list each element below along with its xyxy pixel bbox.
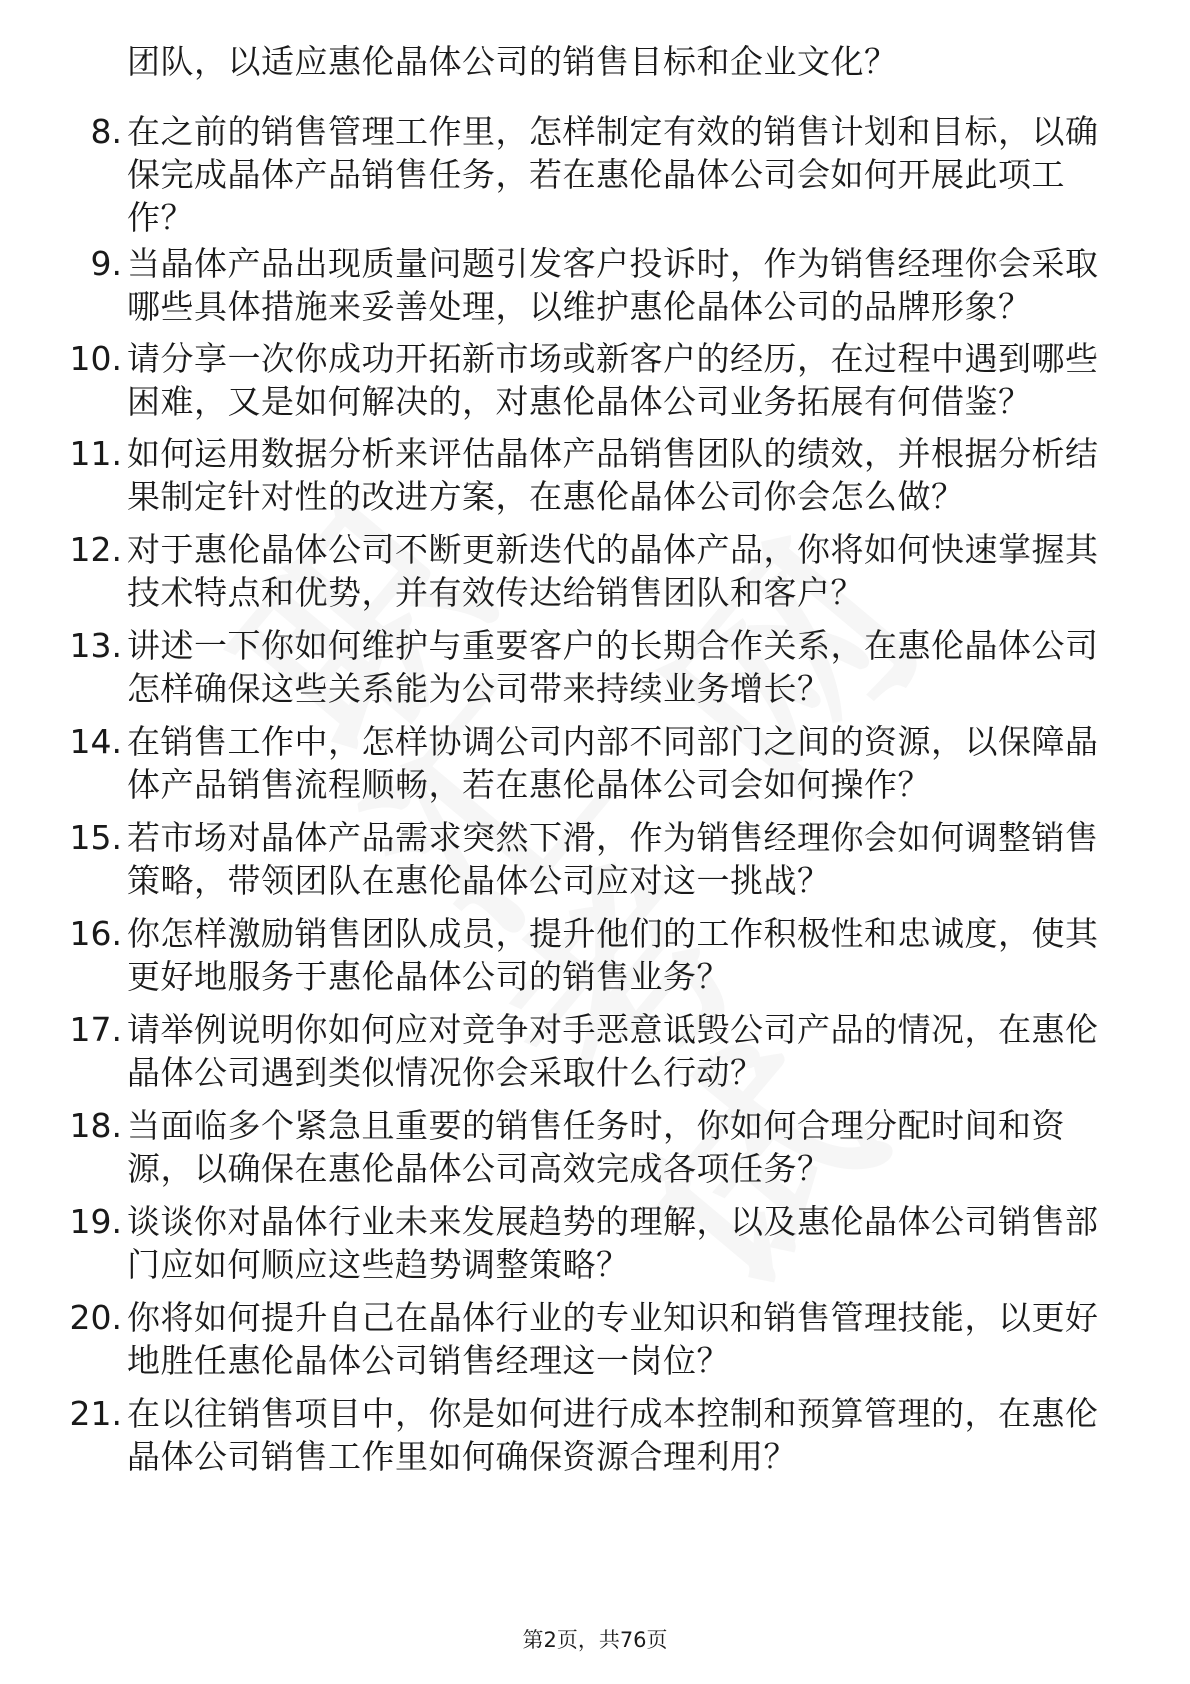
question-number: 11. [69, 434, 122, 473]
question-text: 在销售工作中，怎样协调公司内部不同部门之间的资源，以保障晶体产品销售流程顺畅，若在惠伦晶体公司会如何操作？ [127, 722, 1099, 804]
question-text: 谈谈你对晶体行业未来发展趋势的理解，以及惠伦晶体公司销售部门应如何顺应这些趋势调整策略？ [127, 1202, 1099, 1284]
list-item [0, 110, 1190, 237]
question-text: 你将如何提升自己在晶体行业的专业知识和销售管理技能，以更好地胜任惠伦晶体公司销售经理这一岗位？ [127, 1298, 1099, 1380]
list-item [0, 337, 1190, 427]
list-item [0, 1008, 1190, 1098]
question-text: 在之前的销售管理工作里，怎样制定有效的销售计划和目标，以确保完成晶体产品销售任务，若在惠伦晶体公司会如何开展此项工作？ [127, 112, 1099, 237]
list-item [0, 432, 1190, 522]
question-text: 若市场对晶体产品需求突然下滑，作为销售经理你会如何调整销售策略，带领团队在惠伦晶体公司应对这一挑战？ [127, 818, 1099, 900]
question-number: 8. [90, 112, 122, 151]
question-number: 14. [69, 722, 122, 761]
question-number: 10. [69, 339, 122, 378]
question-number: 16. [69, 914, 122, 953]
question-number: 17. [69, 1010, 122, 1049]
list-item [0, 720, 1190, 810]
question-number: 20. [69, 1298, 122, 1337]
question-number: 15. [69, 818, 122, 857]
question-text: 当晶体产品出现质量问题引发客户投诉时，作为销售经理你会采取哪些具体措施来妥善处理，以维护惠伦晶体公司的品牌形象？ [127, 244, 1099, 326]
question-text: 当面临多个紧急且重要的销售任务时，你如何合理分配时间和资源，以确保在惠伦晶体公司高效完成各项任务？ [127, 1106, 1065, 1188]
question-text: 如何运用数据分析来评估晶体产品销售团队的绩效，并根据分析结果制定针对性的改进方案，在惠伦晶体公司你会怎么做？ [127, 434, 1099, 516]
question-number: 18. [69, 1106, 122, 1145]
question-text: 请分享一次你成功开拓新市场或新客户的经历，在过程中遇到哪些困难，又是如何解决的，对惠伦晶体公司业务拓展有何借鉴？ [127, 339, 1099, 421]
question-number: 21. [69, 1394, 122, 1433]
question-number: 9. [90, 244, 122, 283]
continuation-text: 团队，以适应惠伦晶体公司的销售目标和企业文化？ [127, 42, 898, 81]
question-text: 在以往销售项目中，你是如何进行成本控制和预算管理的，在惠伦晶体公司销售工作里如何确保资源合理利用？ [127, 1394, 1099, 1476]
list-item [0, 1104, 1190, 1194]
list-item [0, 816, 1190, 906]
question-number: 12. [69, 530, 122, 569]
list-item [0, 912, 1190, 1002]
list-item [0, 1296, 1190, 1386]
list-item [0, 624, 1190, 714]
page-footer: 第2页，共76页 [522, 1628, 668, 1652]
question-number: 13. [69, 626, 122, 665]
list-item [0, 242, 1190, 332]
question-text: 请举例说明你如何应对竞争对手恶意诋毁公司产品的情况，在惠伦晶体公司遇到类似情况你会采取什么行动？ [127, 1010, 1099, 1092]
question-text: 你怎样激励销售团队成员，提升他们的工作积极性和忠诚度，使其更好地服务于惠伦晶体公司的销售业务？ [127, 914, 1099, 996]
list-item [0, 1392, 1190, 1482]
list-item [0, 1200, 1190, 1290]
question-text: 对于惠伦晶体公司不断更新迭代的晶体产品，你将如何快速掌握其技术特点和优势，并有效传达给销售团队和客户？ [127, 530, 1099, 612]
question-text: 讲述一下你如何维护与重要客户的长期合作关系，在惠伦晶体公司怎样确保这些关系能为公司带来持续业务增长？ [127, 626, 1099, 708]
list-item [0, 528, 1190, 618]
question-number: 19. [69, 1202, 122, 1241]
